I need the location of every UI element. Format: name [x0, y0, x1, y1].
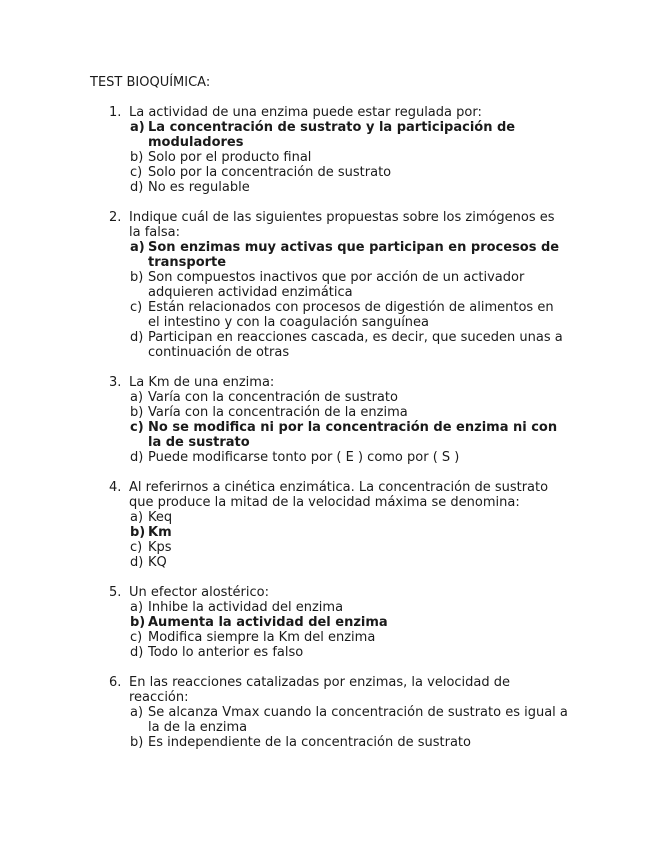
question-5 [0, 585, 655, 660]
question-text: Indique cuál de las siguientes propuestas sobre los zimógenos es la falsa: [129, 210, 555, 240]
option-text: Son enzimas muy activas que participan en procesos de transporte [148, 240, 560, 270]
question-number: 6. [109, 675, 122, 690]
option-letter: b) [130, 525, 146, 540]
option-letter: a) [130, 120, 145, 135]
answer-option [0, 180, 655, 195]
option-letter: d) [130, 450, 144, 465]
option-letter: b) [130, 270, 144, 285]
answer-options [0, 120, 655, 195]
answer-option [0, 540, 655, 555]
question-1 [0, 105, 655, 195]
answer-option [0, 555, 655, 570]
option-letter: d) [130, 555, 144, 570]
question-number: 5. [109, 585, 122, 600]
answer-options [0, 705, 655, 750]
answer-option [0, 600, 655, 615]
option-text: Participan en reacciones cascada, es decir, que suceden unas a continuación de otras [148, 330, 563, 360]
option-letter: b) [130, 615, 146, 630]
option-letter: c) [130, 420, 144, 435]
option-letter: a) [130, 510, 144, 525]
answer-option [0, 450, 655, 465]
answer-option [0, 630, 655, 645]
option-letter: c) [130, 540, 143, 555]
answer-options [0, 510, 655, 570]
question-list [0, 105, 655, 765]
option-letter: b) [130, 150, 144, 165]
option-letter: b) [130, 735, 144, 750]
option-letter: b) [130, 405, 144, 420]
test-title: TEST BIOQUÍMICA: [90, 75, 211, 90]
question-text: La Km de una enzima: [129, 375, 275, 390]
answer-option [0, 405, 655, 420]
answer-option [0, 150, 655, 165]
option-letter: c) [130, 300, 143, 315]
answer-option-correct [0, 120, 655, 150]
answer-option [0, 510, 655, 525]
option-letter: a) [130, 240, 145, 255]
option-text: Puede modificarse tonto por ( E ) como por ( S ) [148, 450, 460, 465]
option-letter: c) [130, 630, 143, 645]
option-text: Es independiente de la concentración de sustrato [148, 735, 471, 750]
question-text: La actividad de una enzima puede estar regulada por: [129, 105, 482, 120]
answer-option-correct [0, 420, 655, 450]
question-number: 3. [109, 375, 122, 390]
option-text: Son compuestos inactivos que por acción de un activador adquieren actividad enzimática [148, 270, 525, 300]
option-text: La concentración de sustrato y la participación de moduladores [148, 120, 516, 150]
question-text: En las reacciones catalizadas por enzimas, la velocidad de reacción: [129, 675, 511, 705]
option-text: No se modifica ni por la concentración de enzima ni con la de sustrato [148, 420, 558, 450]
question-number: 4. [109, 480, 122, 495]
question-number: 1. [109, 105, 122, 120]
option-letter: a) [130, 600, 144, 615]
answer-option-correct [0, 240, 655, 270]
option-letter: a) [130, 705, 144, 720]
option-text: Solo por la concentración de sustrato [148, 165, 392, 180]
option-text: Inhibe la actividad del enzima [148, 600, 344, 615]
option-text: Están relacionados con procesos de digestión de alimentos en el intestino y con la coagulación sanguínea [148, 300, 554, 330]
answer-option [0, 270, 655, 300]
answer-option [0, 330, 655, 360]
answer-option [0, 705, 655, 735]
option-text: Se alcanza Vmax cuando la concentración de sustrato es igual a la de la enzima [148, 705, 568, 735]
answer-options [0, 240, 655, 360]
answer-options [0, 600, 655, 660]
question-text: Al referirnos a cinética enzimática. La concentración de sustrato que produce la mitad de la velocidad máxima se denomina: [129, 480, 549, 510]
option-text: Aumenta la actividad del enzima [148, 615, 388, 630]
option-letter: d) [130, 180, 144, 195]
option-text: Todo lo anterior es falso [148, 645, 304, 660]
answer-options [0, 390, 655, 465]
option-text: Keq [148, 510, 173, 525]
question-2 [0, 210, 655, 360]
option-text: No es regulable [148, 180, 250, 195]
option-letter: a) [130, 390, 144, 405]
option-text: Varía con la concentración de sustrato [148, 390, 398, 405]
option-letter: c) [130, 165, 143, 180]
option-text: Solo por el producto final [148, 150, 312, 165]
question-number: 2. [109, 210, 122, 225]
question-4 [0, 480, 655, 570]
question-3 [0, 375, 655, 465]
option-text: Modifica siempre la Km del enzima [148, 630, 376, 645]
option-letter: d) [130, 330, 144, 345]
answer-option-correct [0, 615, 655, 630]
answer-option [0, 390, 655, 405]
option-text: KQ [148, 555, 167, 570]
answer-option [0, 735, 655, 750]
answer-option [0, 300, 655, 330]
question-6 [0, 675, 655, 750]
option-letter: d) [130, 645, 144, 660]
answer-option [0, 645, 655, 660]
answer-option-correct [0, 525, 655, 540]
option-text: Varía con la concentración de la enzima [148, 405, 408, 420]
option-text: Kps [148, 540, 172, 555]
option-text: Km [148, 525, 172, 540]
question-text: Un efector alostérico: [129, 585, 269, 600]
answer-option [0, 165, 655, 180]
